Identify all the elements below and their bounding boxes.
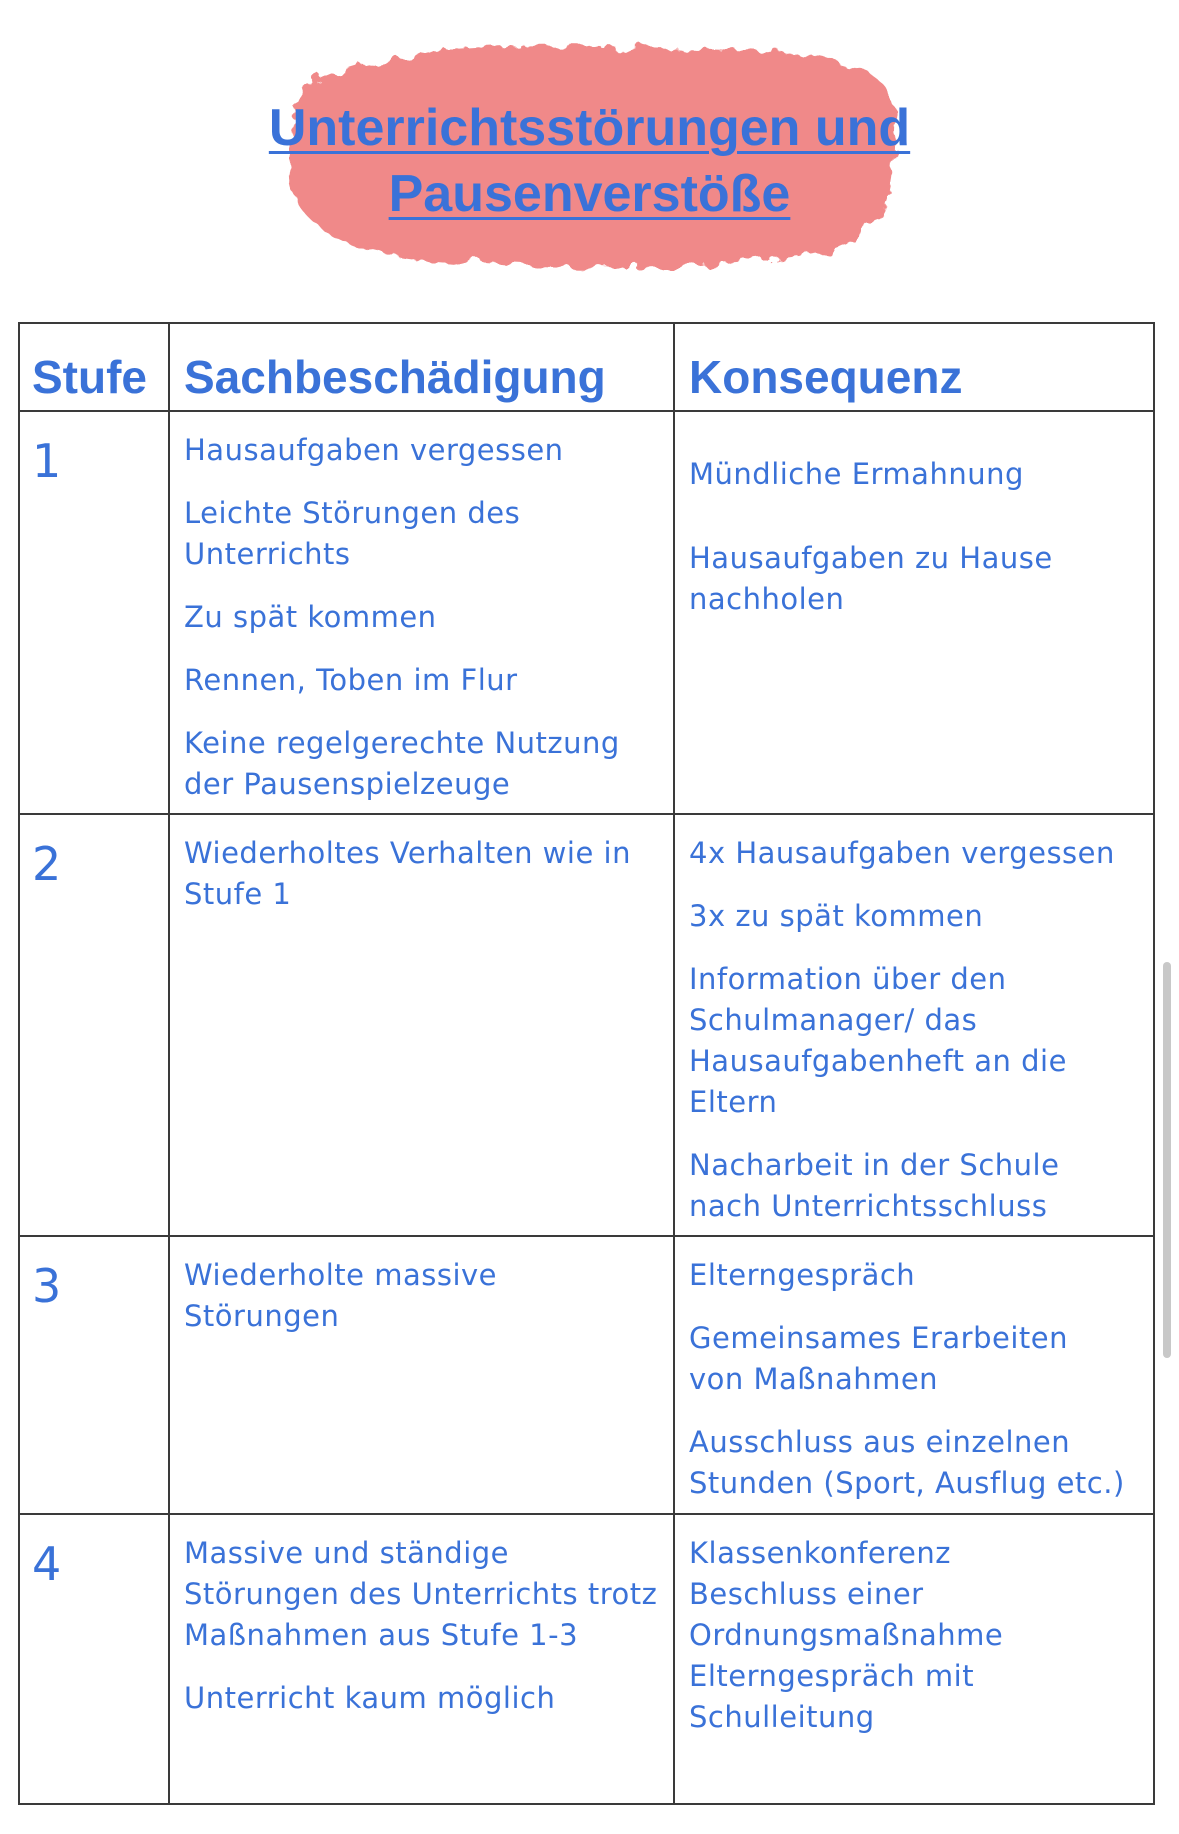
consequence-item: Beschluss einer Ordnungsmaßnahme bbox=[689, 1577, 1004, 1652]
level-cell bbox=[19, 1514, 169, 1804]
rules-table bbox=[18, 322, 1155, 1805]
offense-item: Rennen, Toben im Flur bbox=[184, 663, 518, 697]
offense-cell bbox=[169, 814, 674, 1236]
level-cell bbox=[19, 814, 169, 1236]
consequence-item: Ausschluss aus einzelnen Stunden (Sport, Ausflug etc.) bbox=[689, 1425, 1125, 1500]
header-offense: Sachbeschädigung bbox=[169, 323, 674, 411]
consequence-item: Hausaufgaben zu Hause nachholen bbox=[689, 541, 1053, 616]
consequence-cell bbox=[674, 411, 1154, 814]
offense-cell bbox=[169, 1236, 674, 1514]
vertical-scrollbar[interactable] bbox=[1163, 962, 1171, 1358]
table-row bbox=[19, 411, 1154, 814]
consequence-cell bbox=[674, 1236, 1154, 1514]
offense-item: Leichte Störungen des Unterrichts bbox=[184, 496, 521, 571]
consequence-item: Elterngespräch mit Schulleitung bbox=[689, 1659, 975, 1734]
consequence-item: Mündliche Ermahnung bbox=[689, 457, 1024, 491]
level-cell bbox=[19, 1236, 169, 1514]
offense-item: Keine regelgerechte Nutzung der Pausenspielzeuge bbox=[184, 726, 620, 801]
title-line-2: Pausenverstöße bbox=[388, 165, 791, 223]
level-number: 2 bbox=[32, 837, 62, 891]
consequence-item: 3x zu spät kommen bbox=[689, 899, 984, 933]
header-consequence: Konsequenz bbox=[674, 323, 1154, 411]
level-number: 3 bbox=[32, 1259, 62, 1313]
title-line-1: Unterrichtsstörungen und bbox=[268, 99, 911, 157]
offense-cell bbox=[169, 1514, 674, 1804]
consequence-item: 4x Hausaufgaben vergessen bbox=[689, 836, 1115, 870]
table-row bbox=[19, 1514, 1154, 1804]
offense-item: Zu spät kommen bbox=[184, 600, 437, 634]
consequence-item: Elterngespräch bbox=[689, 1258, 916, 1292]
table-row bbox=[19, 1236, 1154, 1514]
consequence-item: Nacharbeit in der Schule nach Unterrichtsschluss bbox=[689, 1148, 1060, 1223]
offense-cell bbox=[169, 411, 674, 814]
offense-item: Wiederholte massive Störungen bbox=[184, 1258, 498, 1333]
offense-item: Hausaufgaben vergessen bbox=[184, 433, 564, 467]
level-number: 1 bbox=[32, 434, 62, 488]
header-level: Stufe bbox=[19, 323, 169, 411]
level-cell bbox=[19, 411, 169, 814]
consequence-cell bbox=[674, 814, 1154, 1236]
consequence-item: Klassenkonferenz bbox=[689, 1536, 951, 1570]
page-title bbox=[0, 95, 1179, 227]
consequence-cell bbox=[674, 1514, 1154, 1804]
consequence-item: Information über den Schulmanager/ das Hausaufgabenheft an die Eltern bbox=[689, 962, 1067, 1119]
table-row bbox=[19, 814, 1154, 1236]
table-header-row bbox=[19, 323, 1154, 411]
offense-item: Wiederholtes Verhalten wie in Stufe 1 bbox=[184, 836, 631, 911]
level-number: 4 bbox=[32, 1537, 62, 1591]
offense-item: Unterricht kaum möglich bbox=[184, 1681, 556, 1715]
offense-item: Massive und ständige Störungen des Unterrichts trotz Maßnahmen aus Stufe 1-3 bbox=[184, 1536, 658, 1652]
title-area bbox=[0, 0, 1179, 300]
consequence-item: Gemeinsames Erarbeiten von Maßnahmen bbox=[689, 1321, 1068, 1396]
